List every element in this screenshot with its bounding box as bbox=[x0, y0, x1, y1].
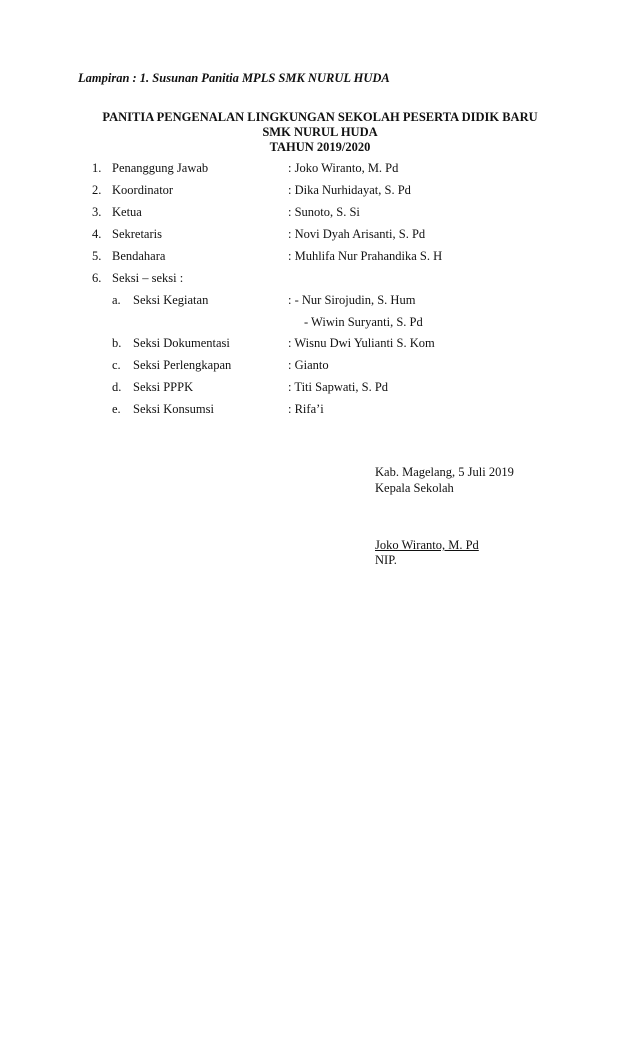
member-number: 2. bbox=[92, 183, 102, 197]
signature-place-date: Kab. Magelang, 5 Juli 2019 bbox=[375, 465, 514, 479]
signature-position: Kepala Sekolah bbox=[375, 481, 454, 495]
section-letter: c. bbox=[112, 358, 121, 372]
member-role: Seksi – seksi : bbox=[112, 271, 184, 285]
member-name: : Sunoto, S. Si bbox=[288, 205, 360, 219]
section-role: Seksi Konsumsi bbox=[133, 402, 214, 416]
section-role: Seksi Perlengkapan bbox=[133, 358, 232, 372]
member-name: : Novi Dyah Arisanti, S. Pd bbox=[288, 227, 426, 241]
attachment-title: Lampiran : 1. Susunan Panitia MPLS SMK NURUL HUDA bbox=[78, 71, 390, 85]
heading-line-2: SMK NURUL HUDA bbox=[262, 125, 378, 139]
section-name: : Gianto bbox=[288, 358, 329, 372]
signature-name: Joko Wiranto, M. Pd bbox=[375, 538, 479, 552]
section-name: : - Nur Sirojudin, S. Hum bbox=[288, 293, 416, 307]
member-name: : Dika Nurhidayat, S. Pd bbox=[288, 183, 411, 197]
member-number: 3. bbox=[92, 205, 102, 219]
member-role: Penanggung Jawab bbox=[112, 161, 209, 175]
section-letter: a. bbox=[112, 293, 121, 307]
member-number: 4. bbox=[92, 227, 102, 241]
signature-nip: NIP. bbox=[375, 553, 397, 567]
heading-line-3: TAHUN 2019/2020 bbox=[269, 140, 371, 154]
section-name: : Rifa’i bbox=[288, 402, 324, 416]
section-role: Seksi Dokumentasi bbox=[133, 336, 230, 350]
section-role: Seksi PPPK bbox=[133, 380, 194, 394]
section-letter: e. bbox=[112, 402, 121, 416]
section-name: : Wisnu Dwi Yulianti S. Kom bbox=[288, 336, 435, 350]
member-role: Sekretaris bbox=[112, 227, 162, 241]
member-name: : Joko Wiranto, M. Pd bbox=[288, 161, 399, 175]
section-letter: b. bbox=[112, 336, 122, 350]
section-name: - Wiwin Suryanti, S. Pd bbox=[304, 315, 423, 329]
member-name: : Muhlifa Nur Prahandika S. H bbox=[288, 249, 443, 263]
member-role: Bendahara bbox=[112, 249, 166, 263]
member-number: 6. bbox=[92, 271, 102, 285]
heading-line-1: PANITIA PENGENALAN LINGKUNGAN SEKOLAH PESERTA DIDIK BARU bbox=[102, 110, 538, 124]
member-number: 1. bbox=[92, 161, 102, 175]
section-letter: d. bbox=[112, 380, 122, 394]
section-role: Seksi Kegiatan bbox=[133, 293, 209, 307]
section-name: : Titi Sapwati, S. Pd bbox=[288, 380, 389, 394]
member-number: 5. bbox=[92, 249, 102, 263]
member-role: Ketua bbox=[112, 205, 142, 219]
member-role: Koordinator bbox=[112, 183, 174, 197]
